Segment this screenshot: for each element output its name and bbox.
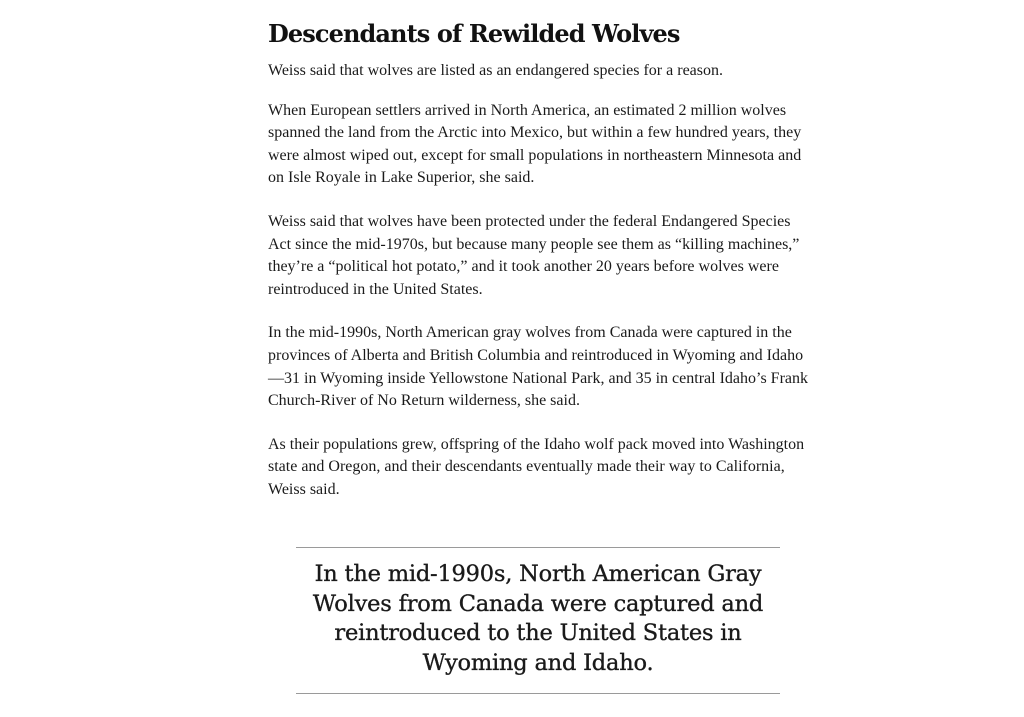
article-paragraph: Weiss said that wolves have been protected under the federal Endangered Species Act since the mid-1970s, but because many people see them as “killing machines,” they’re a “political hot potato,” and it took another 20 years before wolves were reintroduced in the United States. bbox=[268, 212, 800, 298]
article-paragraph: When European settlers arrived in North America, an estimated 2 million wolves spanned the land from the Arctic into Mexico, but within a few hundred years, they were almost wiped out, except for small populations in northeastern Minnesota and on Isle Royale in Lake Superior, she said. bbox=[268, 101, 802, 187]
article-paragraph: In the mid-1990s, North American gray wolves from Canada were captured in the provinces of Alberta and British Columbia and reintroduced in Wyoming and Idaho—31 in Wyoming inside Yellowstone National Park, and 35 in central Idaho’s Frank Church-River of No Return wilderness, she said. bbox=[268, 324, 809, 410]
pull-quote bbox=[296, 547, 780, 694]
article-paragraph: Weiss said that wolves are listed as an endangered species for a reason. bbox=[268, 62, 723, 79]
article-paragraph: As their populations grew, offspring of the Idaho wolf pack moved into Washington state and Oregon, and their descendants eventually made their way to California, Weiss said. bbox=[268, 435, 805, 498]
section-heading: Descendants of Rewilded Wolves bbox=[268, 19, 680, 48]
article-body bbox=[268, 18, 808, 523]
pull-quote-text: In the mid-1990s, North American Gray Wolves from Canada were captured and reintroduced to the United States in Wyoming and Idaho. bbox=[312, 561, 764, 676]
